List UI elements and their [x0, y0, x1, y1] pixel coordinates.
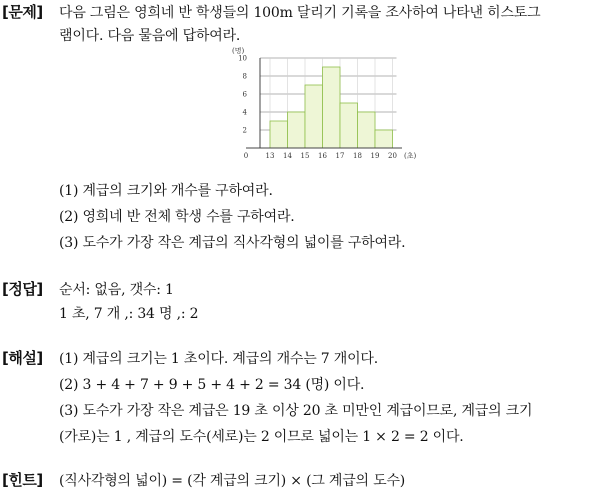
problem-tag: [문제]	[2, 3, 43, 21]
x-tick-label: 13	[265, 152, 275, 160]
histogram-bar	[305, 85, 323, 148]
hint-tag: [힌트]	[2, 471, 43, 489]
x-tick-label: 0	[243, 152, 249, 160]
y-tick-label: 8	[242, 72, 247, 81]
y-tick-label: 10	[238, 54, 247, 63]
histogram-bar	[288, 112, 306, 148]
question-2: (2) 영희네 반 전체 학생 수를 구하여라.	[59, 209, 295, 225]
question-3: (3) 도수가 가장 작은 계급의 직사각형의 넓이를 구하여라.	[59, 235, 406, 251]
histogram-chart	[230, 44, 430, 169]
histogram-bar	[323, 67, 341, 148]
solution-line-1: (1) 계급의 크기는 1 초이다. 계급의 개수는 7 개이다.	[59, 351, 378, 367]
x-tick-label: 16	[318, 152, 327, 160]
histogram-bar	[270, 121, 288, 148]
y-unit-label: (명)	[232, 47, 245, 55]
x-tick-label: 20	[388, 152, 397, 160]
histogram-bar	[358, 112, 376, 148]
hint-line-1: (직사각형의 넓이) = (각 계급의 크기) × (그 계급의 도수)	[59, 473, 406, 489]
solution-line-3: (3) 도수가 가장 작은 계급은 19 초 이상 20 초 미만인 계급이므로, 계급의 크기	[59, 403, 533, 419]
histogram-bars	[270, 67, 393, 148]
question-1: (1) 계급의 크기와 개수를 구하여라.	[59, 183, 273, 199]
y-tick-label: 6	[242, 90, 247, 99]
x-tick-label: 18	[353, 152, 362, 160]
solution-line-4: (가로)는 1 , 계급의 도수(세로)는 2 이므로 넓이는 1 × 2 = 2 이다.	[59, 429, 464, 445]
answer-tag: [정답]	[2, 280, 43, 298]
problem-line-1: 다음 그림은 영희네 반 학생들의 100m 달리기 기록을 조사하여 나타낸 히스토그	[59, 5, 541, 21]
x-unit-label: (초)	[404, 152, 417, 160]
histogram-bar	[375, 130, 393, 148]
histogram-bar	[340, 103, 358, 148]
problem-line-2: 램이다. 다음 물음에 답하여라.	[59, 28, 241, 44]
y-tick-labels	[238, 55, 247, 135]
solution-tag: [해설]	[2, 349, 43, 367]
y-tick-label: 2	[242, 126, 247, 135]
x-tick-label: 19	[370, 152, 380, 160]
y-tick-label: 4	[242, 108, 247, 117]
x-tick-label: 17	[335, 152, 345, 160]
x-tick-label: 14	[283, 152, 292, 160]
answer-line-2: 1 초, 7 개 ,: 34 명 ,: 2	[59, 306, 199, 322]
x-tick-labels	[244, 152, 397, 160]
answer-line-1: 순서: 없음, 갯수: 1	[59, 282, 174, 298]
solution-line-2: (2) 3 + 4 + 7 + 9 + 5 + 4 + 2 = 34 (명) 이다.	[59, 377, 365, 393]
x-tick-label: 15	[300, 152, 310, 160]
